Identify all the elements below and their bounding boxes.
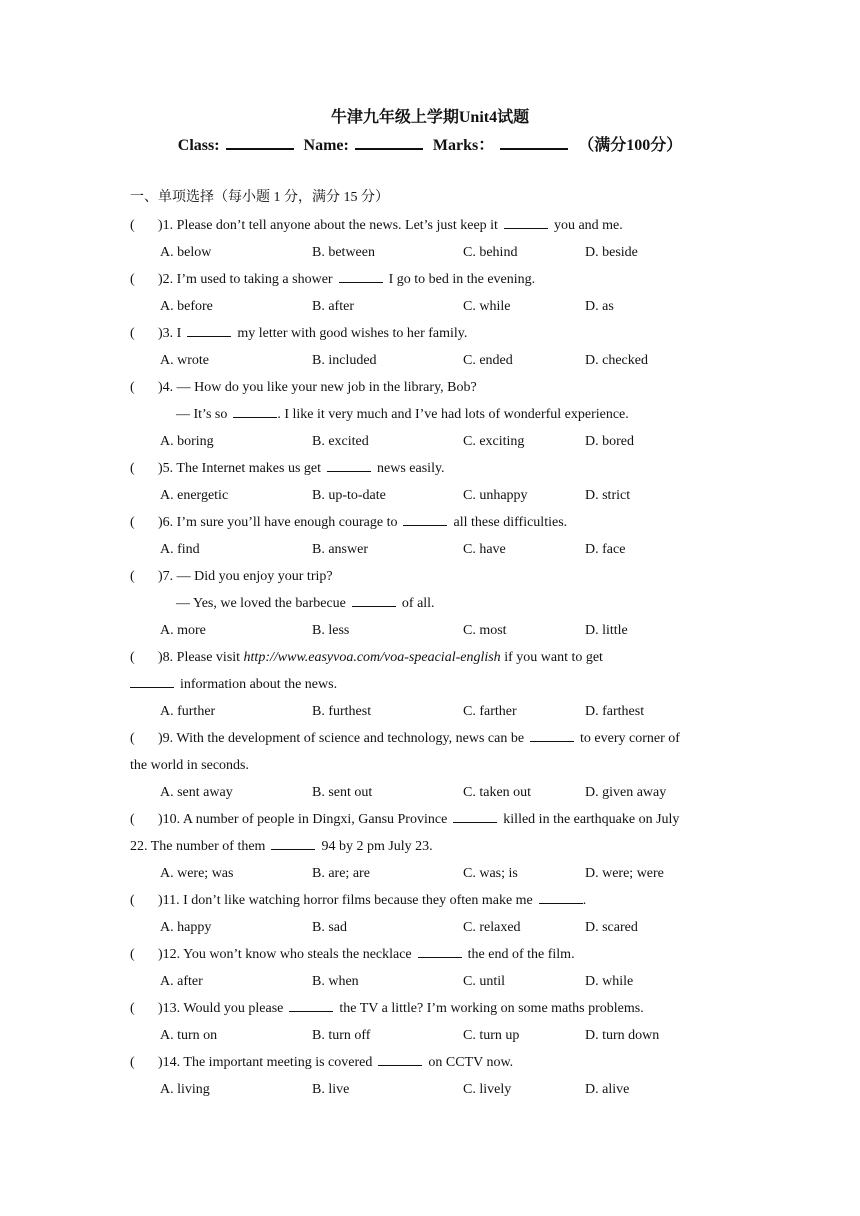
option-a: A. before <box>160 299 213 314</box>
option-b: B. turn off <box>312 1028 371 1043</box>
question-1: ( )1. Please don’t tell anyone about the news. Let’s just keep it you and me. <box>130 218 623 233</box>
option-b: B. when <box>312 974 359 989</box>
option-d: D. checked <box>585 353 648 368</box>
url-link[interactable]: http://www.easyvoa.com/voa-speacial-english <box>243 650 501 665</box>
option-c: C. exciting <box>463 434 525 449</box>
answer-blank[interactable] <box>130 675 174 688</box>
answer-blank[interactable] <box>418 945 462 958</box>
marks-label: Marks： <box>432 137 495 154</box>
question-5: ( )5. The Internet makes us get news easily. <box>130 461 445 476</box>
answer-blank[interactable] <box>403 513 447 526</box>
option-c: C. was; is <box>463 866 518 881</box>
option-c: C. until <box>463 974 506 989</box>
page-title: 牛津九年级上学期Unit4试题 <box>330 109 530 126</box>
option-a: A. turn on <box>160 1028 218 1043</box>
option-c: C. while <box>463 299 511 314</box>
answer-blank[interactable] <box>453 810 497 823</box>
answer-blank[interactable] <box>271 837 315 850</box>
option-b: B. up-to-date <box>312 488 386 503</box>
option-c: C. turn up <box>463 1028 520 1043</box>
option-b: B. sent out <box>312 785 373 800</box>
option-a: A. energetic <box>160 488 229 503</box>
option-a: A. more <box>160 623 206 638</box>
question-7: ( )7. — Did you enjoy your trip? <box>130 569 333 584</box>
option-a: A. happy <box>160 920 212 935</box>
option-a: A. were; was <box>160 866 234 881</box>
option-d: D. while <box>585 974 634 989</box>
option-a: A. below <box>160 245 212 260</box>
option-b: B. included <box>312 353 377 368</box>
name-label: Name: <box>303 137 349 154</box>
option-b: B. excited <box>312 434 369 449</box>
option-b: B. answer <box>312 542 368 557</box>
answer-blank[interactable] <box>530 729 574 742</box>
option-b: B. less <box>312 623 350 638</box>
option-a: A. after <box>160 974 203 989</box>
question-14: ( )14. The important meeting is covered on CCTV now. <box>130 1055 514 1070</box>
option-c: C. unhappy <box>463 488 528 503</box>
option-d: D. scared <box>585 920 638 935</box>
section-heading: 一、单项选择（每小题 1 分，满分 15 分） <box>130 190 389 205</box>
answer-blank[interactable] <box>378 1053 422 1066</box>
option-b: B. after <box>312 299 354 314</box>
option-d: D. farthest <box>585 704 645 719</box>
option-c: C. behind <box>463 245 518 260</box>
question-8-line-2: information about the news. <box>130 675 337 695</box>
option-c: C. farther <box>463 704 517 719</box>
question-7-line-2: — Yes, we loved the barbecue of all. <box>176 596 435 611</box>
question-2: ( )2. I’m used to taking a shower I go to bed in the evening. <box>130 272 536 287</box>
question-4: ( )4. — How do you like your new job in the library, Bob? <box>130 380 477 395</box>
answer-blank[interactable] <box>352 594 396 607</box>
option-b: B. between <box>312 245 375 260</box>
name-blank[interactable] <box>355 134 423 150</box>
full-score-label: （满分100分） <box>578 137 683 154</box>
answer-blank[interactable] <box>504 216 548 229</box>
option-d: D. face <box>585 542 626 557</box>
marks-blank[interactable] <box>500 134 568 150</box>
answer-blank[interactable] <box>539 891 583 904</box>
option-a: A. further <box>160 704 216 719</box>
option-a: A. find <box>160 542 200 557</box>
option-b: B. live <box>312 1082 350 1097</box>
option-a: A. sent away <box>160 785 233 800</box>
option-b: B. sad <box>312 920 347 935</box>
option-d: D. little <box>585 623 628 638</box>
class-blank[interactable] <box>226 134 294 150</box>
question-6: ( )6. I’m sure you’ll have enough courage to all these difficulties. <box>130 515 568 530</box>
option-d: D. alive <box>585 1082 630 1097</box>
option-c: C. taken out <box>463 785 532 800</box>
option-a: A. boring <box>160 434 214 449</box>
option-a: A. wrote <box>160 353 209 368</box>
option-d: D. as <box>585 299 614 314</box>
answer-blank[interactable] <box>187 324 231 337</box>
question-9: ( )9. With the development of science and technology, news can be to every corner of <box>130 731 680 746</box>
question-9-line-2: the world in seconds. <box>130 758 249 773</box>
option-d: D. given away <box>585 785 667 800</box>
question-8: ( )8. Please visit http://www.easyvoa.com/voa-speacial-english if you want to get <box>130 650 603 665</box>
question-10-line-2: 22. The number of them 94 by 2 pm July 23. <box>130 839 433 854</box>
question-3: ( )3. I my letter with good wishes to her family. <box>130 326 468 341</box>
option-c: C. lively <box>463 1082 512 1097</box>
question-13: ( )13. Would you please the TV a little? I’m working on some maths problems. <box>130 1001 644 1016</box>
option-a: A. living <box>160 1082 210 1097</box>
question-10: ( )10. A number of people in Dingxi, Gansu Province killed in the earthquake on July <box>130 812 680 827</box>
student-info-line <box>0 134 860 157</box>
class-label: Class: <box>177 137 220 154</box>
option-d: D. beside <box>585 245 638 260</box>
question-12: ( )12. You won’t know who steals the necklace the end of the film. <box>130 947 575 962</box>
answer-blank[interactable] <box>289 999 333 1012</box>
option-b: B. are; are <box>312 866 370 881</box>
question-4-line-2: — It’s so . I like it very much and I’ve had lots of wonderful experience. <box>176 407 629 422</box>
option-d: D. were; were <box>585 866 664 881</box>
option-d: D. strict <box>585 488 631 503</box>
option-c: C. most <box>463 623 507 638</box>
option-c: C. have <box>463 542 506 557</box>
answer-blank[interactable] <box>339 270 383 283</box>
option-d: D. turn down <box>585 1028 660 1043</box>
answer-blank[interactable] <box>327 459 371 472</box>
option-c: C. relaxed <box>463 920 521 935</box>
option-d: D. bored <box>585 434 634 449</box>
option-b: B. furthest <box>312 704 372 719</box>
question-11: ( )11. I don’t like watching horror films because they often make me . <box>130 893 587 908</box>
option-c: C. ended <box>463 353 513 368</box>
answer-blank[interactable] <box>233 405 277 418</box>
